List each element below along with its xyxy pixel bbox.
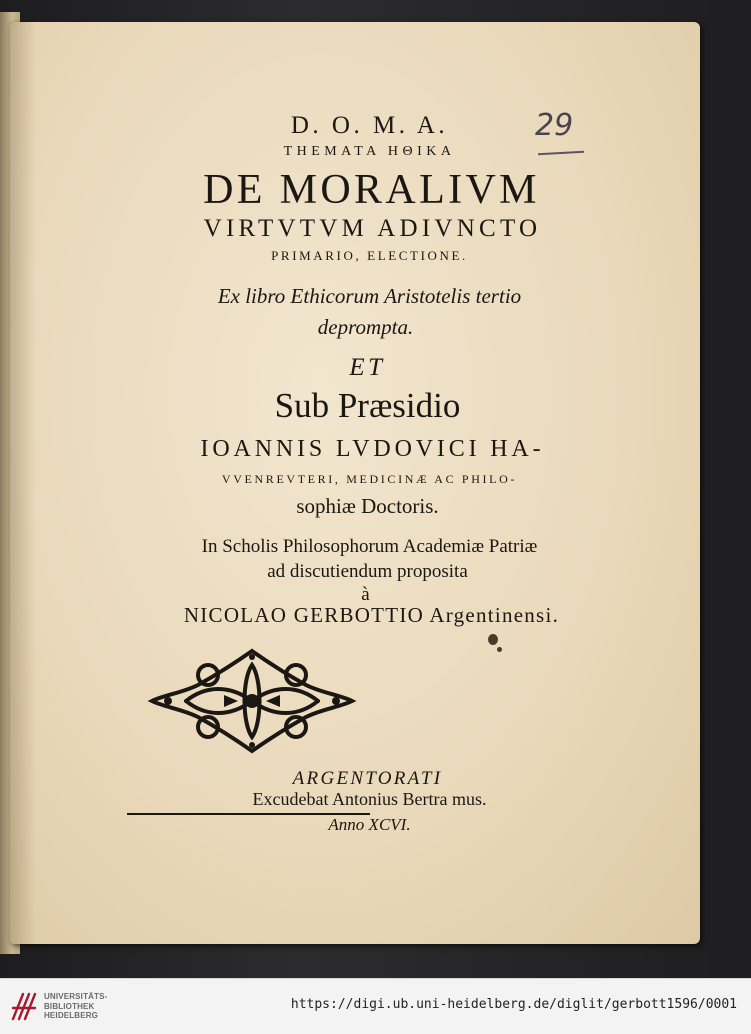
- et-line: ET: [349, 354, 386, 381]
- viewer-footer: [0, 978, 751, 1034]
- printers-ornament: [146, 645, 358, 757]
- praeses-title-cont: sophiæ Doctoris.: [296, 494, 439, 518]
- dedication-line: D. O. M. A.: [290, 112, 449, 139]
- place-line: In Scholis Philosophorum Academiæ Patriæ: [201, 536, 538, 557]
- imprint-city: ARGENTORATI: [292, 768, 443, 789]
- permalink-url[interactable]: https://digi.ub.uni-heidelberg.de/diglit/gerbott1596/0001: [290, 997, 737, 1012]
- library-logo-icon[interactable]: [10, 990, 38, 1022]
- source-line-cont: deprompta.: [317, 315, 414, 339]
- praeses-title: VVENREVTERI, MEDICINÆ AC PHILO-: [221, 472, 518, 486]
- ink-stain: [497, 647, 502, 652]
- greek-heading: THEMATA ΗΘΙΚΑ: [283, 144, 456, 159]
- ink-stain: [488, 634, 498, 645]
- source-line: Ex libro Ethicorum Aristotelis tertio: [217, 284, 522, 308]
- title-line-3: PRIMARIO, ELECTIONE.: [271, 248, 468, 263]
- title-line-2: VIRTVTVM ADIVNCTO: [203, 215, 542, 242]
- library-logo-text: UNIVERSITÄTS- BIBLIOTHEK HEIDELBERG: [44, 992, 108, 1020]
- respondent-line: NICOLAO GERBOTTIO Argentinensi.: [183, 603, 560, 627]
- praesidio-line: Sub Præsidio: [274, 386, 461, 425]
- praeses-name: IOANNIS LVDOVICI HA-: [200, 436, 545, 462]
- a-line: à: [361, 584, 370, 605]
- imprint-year: Anno XCVI.: [328, 815, 411, 834]
- purpose-line: ad discutiendum proposita: [267, 561, 468, 582]
- title-line-1: DE MORALIVM: [203, 167, 540, 213]
- handwritten-shelfmark: 29: [535, 108, 574, 143]
- imprint-printer: Excudebat Antonius Bertra mus.: [252, 789, 487, 809]
